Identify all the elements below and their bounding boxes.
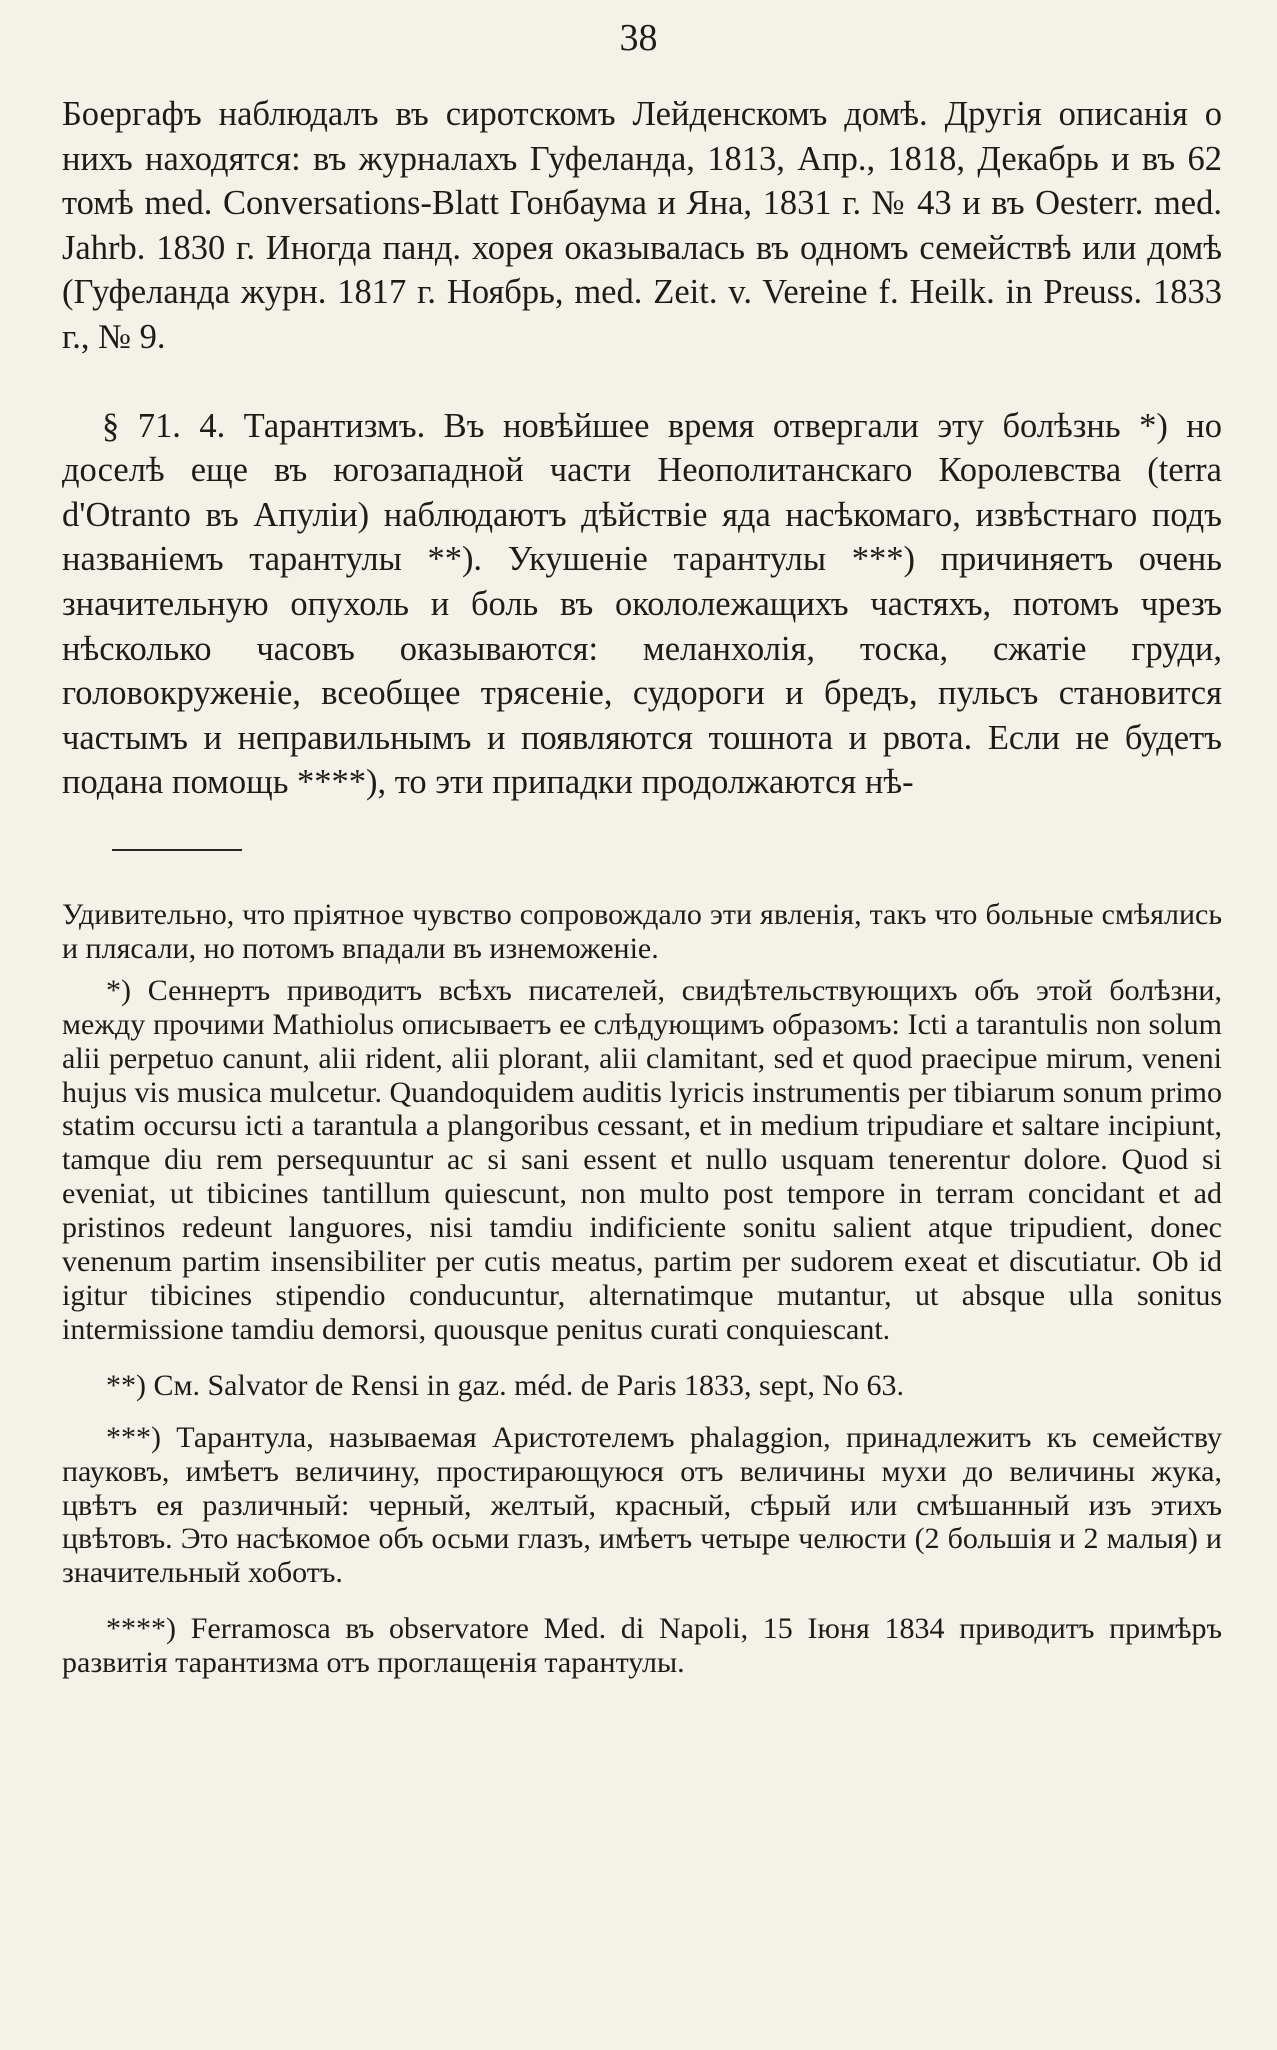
paragraph-hysteria-continuation: Боергафъ наблюдалъ въ сиротскомъ Лейденскомъ домѣ. Другія описанія о нихъ находятся: въ журналахъ Гуфеланда, 1813, Апр., 1818, Декабрь и въ 62 томѣ med. Conversations-Blatt Гонбаума и Яна, 1831 г. № 43 и въ Oesterr. med. Jahrb. 1830 г. Иногда панд. хорея оказывалась въ одномъ семействѣ или домѣ (Гуфеланда журн. 1817 г. Ноябрь, med. Zeit. v. Vereine f. Heilk. in Preuss. 1833 г., № 9. <box>62 95 1222 356</box>
footnote-separator <box>112 849 242 851</box>
footnote-1: *) Сеннертъ приводитъ всѣхъ писателей, свидѣтельствующихъ объ этой болѣзни, между прочими Mathiolus описываетъ ее слѣдующимъ образомъ: Icti a tarantulis non solum alii perpetuo canunt, alii rident, alii plorant, alii clamitant, sed et quod praecipue mirum, veneni hujus vis musica mulcetur. Quandoquidem auditis lyricis instrumentis per tibiarum sonum primo statim occursu icti a tarantula a plangoribus cessant, et in medium tripudiare et saltare incipiunt, tamque diu rem persequuntur ac si sani essent et nullo usquam tenerentur dolore. Quod si eveniat, ut tibicines tantillum quiescunt, non multo post tempore in terram concidant et ad pristinos redeunt languores, nisi tamdiu indificiente sonitu salient atque tripudient, donec venenum partim insensibiliter per cutis meatus, partim per sudorem exeat et discutiatur. Ob id igitur tibicines stipendio conducuntur, alternatimque mutantur, ut absque ulla sonitus intermissione tamdiu demorsi, quousque penitus curati conquiescant. <box>62 973 1222 1346</box>
footnotes <box>62 898 1222 1680</box>
main-text <box>62 92 1222 805</box>
footnote-4: ****) Ferramosca въ observatore Med. di Napoli, 15 Іюня 1834 приводитъ примѣръ развитія тарантизма отъ проглащенія тарантулы. <box>62 1612 1222 1680</box>
footnote-continuation: Удивительно, что пріятное чувство сопровождало эти явленія, такъ что больные смѣялись и плясали, но потомъ впадали въ изнеможеніе. <box>62 898 1222 965</box>
paragraph-tarantism: § 71. 4. Тарантизмъ. Въ новѣйшее время отвергали эту болѣзнь *) но доселѣ еще въ югозападной части Неополитанскаго Королевства (terra d'Otranto въ Апуліи) наблюдаютъ дѣйствіе яда насѣкомаго, извѣстнаго подъ названіемъ тарантулы **). Укушеніе тарантулы ***) причиняетъ очень значительную опухоль и боль въ окололежащихъ частяхъ, потомъ чрезъ нѣсколько часовъ оказываются: меланхолія, тоска, сжатіе груди, головокруженіе, всеобщее трясеніе, судороги и бредъ, пульсъ становится частымъ и неправильнымъ и появляются тошнота и рвота. Если не будетъ подана помощь ****), то эти припадки продолжаются нѣ- <box>62 406 1222 802</box>
footnote-3: ***) Тарантула, называемая Аристотелемъ phalaggion, принадлежитъ къ семейству пауковъ, имѣетъ величину, простирающуюся отъ величины мухи до величины жука, цвѣтъ ея различный: черный, желтый, красный, сѣрый или смѣшанный изъ этихъ цвѣтовъ. Это насѣкомое объ осьми глазъ, имѣетъ четыре челюсти (2 большія и 2 малыя) и значительный хоботъ. <box>62 1420 1222 1590</box>
page-number: 38 <box>619 17 658 59</box>
footnote-2: **) См. Salvator de Rensi in gaz. méd. de Paris 1833, sept, No 63. <box>106 1368 905 1402</box>
